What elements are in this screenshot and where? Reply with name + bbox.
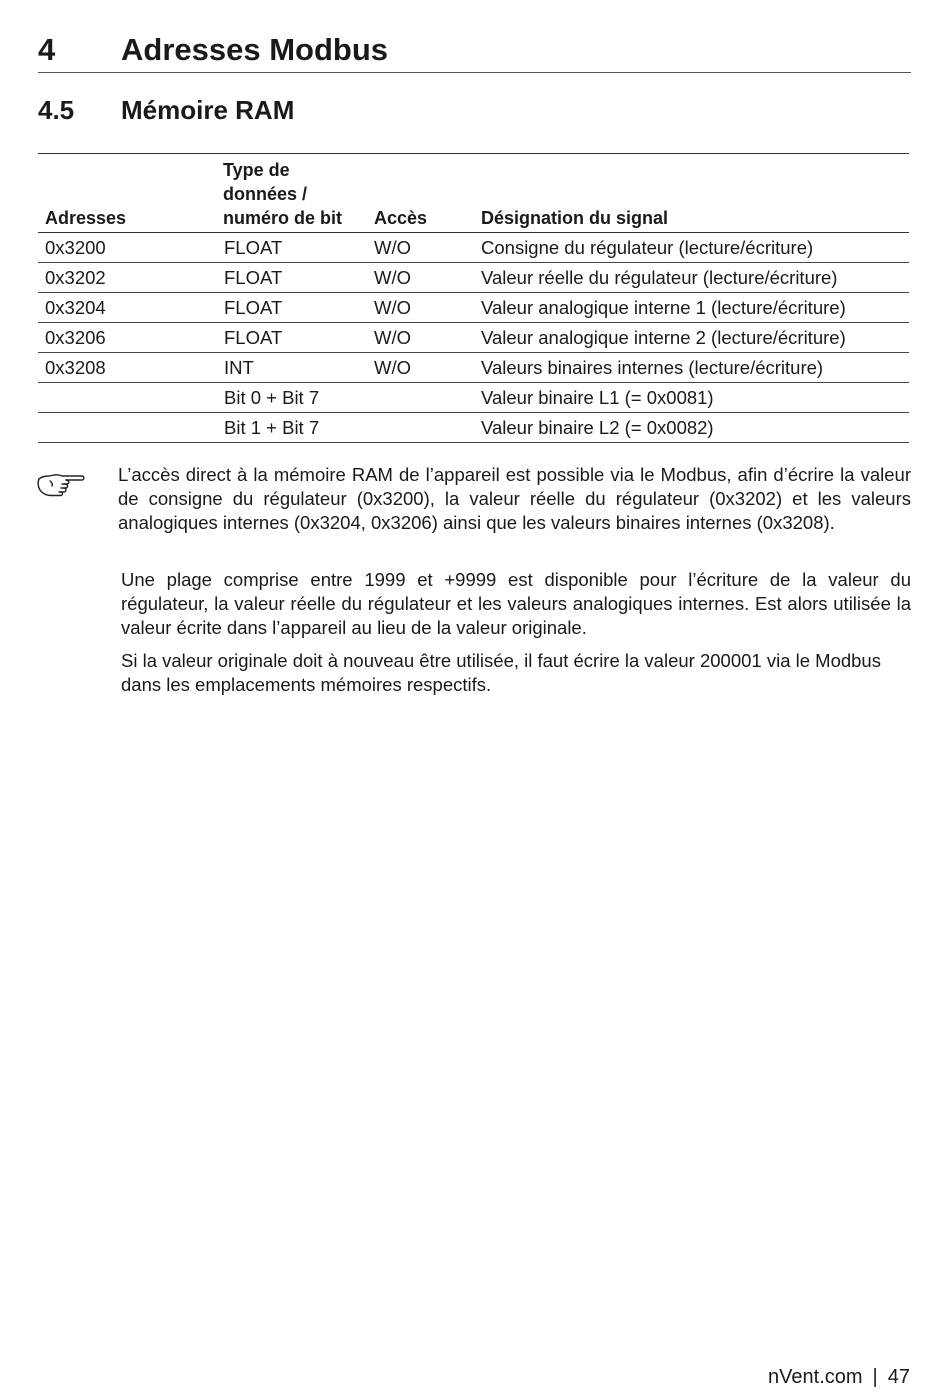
header-type	[217, 154, 367, 233]
header-type-line2: données /	[223, 184, 308, 204]
cell-type: FLOAT	[224, 237, 283, 258]
table-row	[38, 413, 909, 443]
cell-designation: Valeur réelle du régulateur (lecture/écriture)	[481, 267, 838, 288]
note-paragraph-2: Une plage comprise entre 1999 et +9999 est disponible pour l’écriture de la valeur du régulateur, la valeur réelle du régulateur et les valeurs analogiques internes. Est alors utilisée la valeur écrite dans l’appareil au lieu de la valeur originale.	[121, 569, 911, 638]
chapter-title: Adresses Modbus	[121, 32, 389, 67]
cell-address: 0x3200	[45, 237, 106, 258]
table-row	[38, 383, 909, 413]
cell-access: W/O	[374, 267, 411, 288]
table-row	[38, 263, 909, 293]
table-row	[38, 293, 909, 323]
note-paragraph-1: L’accès direct à la mémoire RAM de l’appareil est possible via le Modbus, afin d’écrire la valeur de consigne du régulateur (0x3200), la valeur réelle du régulateur (0x3202) et les valeurs analogiques internes (0x3204, 0x3206) ainsi que les valeurs binaires internes (0x3208).	[118, 464, 911, 533]
cell-type: Bit 1 + Bit 7	[224, 417, 320, 438]
cell-address	[38, 413, 217, 443]
cell-access: W/O	[374, 297, 411, 318]
cell-address: 0x3208	[45, 357, 106, 378]
pointing-hand-icon	[36, 470, 86, 500]
table-row	[38, 353, 909, 383]
page-footer	[768, 1364, 910, 1390]
ram-register-table	[38, 153, 909, 443]
cell-designation: Valeur binaire L1 (= 0x0081)	[481, 387, 714, 408]
header-access: Accès	[374, 208, 428, 228]
cell-address: 0x3206	[45, 327, 106, 348]
table-row	[38, 233, 909, 263]
cell-access: W/O	[374, 327, 411, 348]
cell-designation: Valeur binaire L2 (= 0x0082)	[481, 417, 714, 438]
section-number: 4.5	[38, 95, 75, 125]
header-type-line1: Type de	[223, 160, 290, 180]
cell-designation: Consigne du régulateur (lecture/écriture)	[481, 237, 814, 258]
cell-designation: Valeur analogique interne 1 (lecture/écriture)	[481, 297, 846, 318]
page-number: 47	[887, 1366, 910, 1388]
cell-address	[38, 383, 217, 413]
cell-address: 0x3204	[45, 297, 106, 318]
header-type-line3: numéro de bit	[223, 208, 343, 228]
cell-access	[367, 383, 474, 413]
table-row	[38, 323, 909, 353]
cell-access: W/O	[374, 237, 411, 258]
cell-type: Bit 0 + Bit 7	[224, 387, 320, 408]
footer-separator: |	[872, 1366, 878, 1388]
cell-designation: Valeurs binaires internes (lecture/écriture)	[481, 357, 824, 378]
chapter-heading	[38, 30, 911, 73]
cell-designation: Valeur analogique interne 2 (lecture/écriture)	[481, 327, 846, 348]
cell-type: FLOAT	[224, 327, 283, 348]
header-designation: Désignation du signal	[481, 208, 669, 228]
table-header-row	[38, 154, 909, 233]
cell-access: W/O	[374, 357, 411, 378]
footer-site: nVent.com	[768, 1366, 863, 1388]
note-paragraph-3: Si la valeur originale doit à nouveau être utilisée, il faut écrire la valeur 200001 via le Modbus dans les emplacements mémoires respectifs.	[121, 650, 881, 695]
cell-type: INT	[224, 357, 254, 378]
chapter-number: 4	[38, 32, 56, 67]
cell-type: FLOAT	[224, 297, 283, 318]
cell-access	[367, 413, 474, 443]
cell-type: FLOAT	[224, 267, 283, 288]
cell-address: 0x3202	[45, 267, 106, 288]
section-title: Mémoire RAM	[121, 95, 295, 125]
header-address: Adresses	[45, 208, 127, 228]
